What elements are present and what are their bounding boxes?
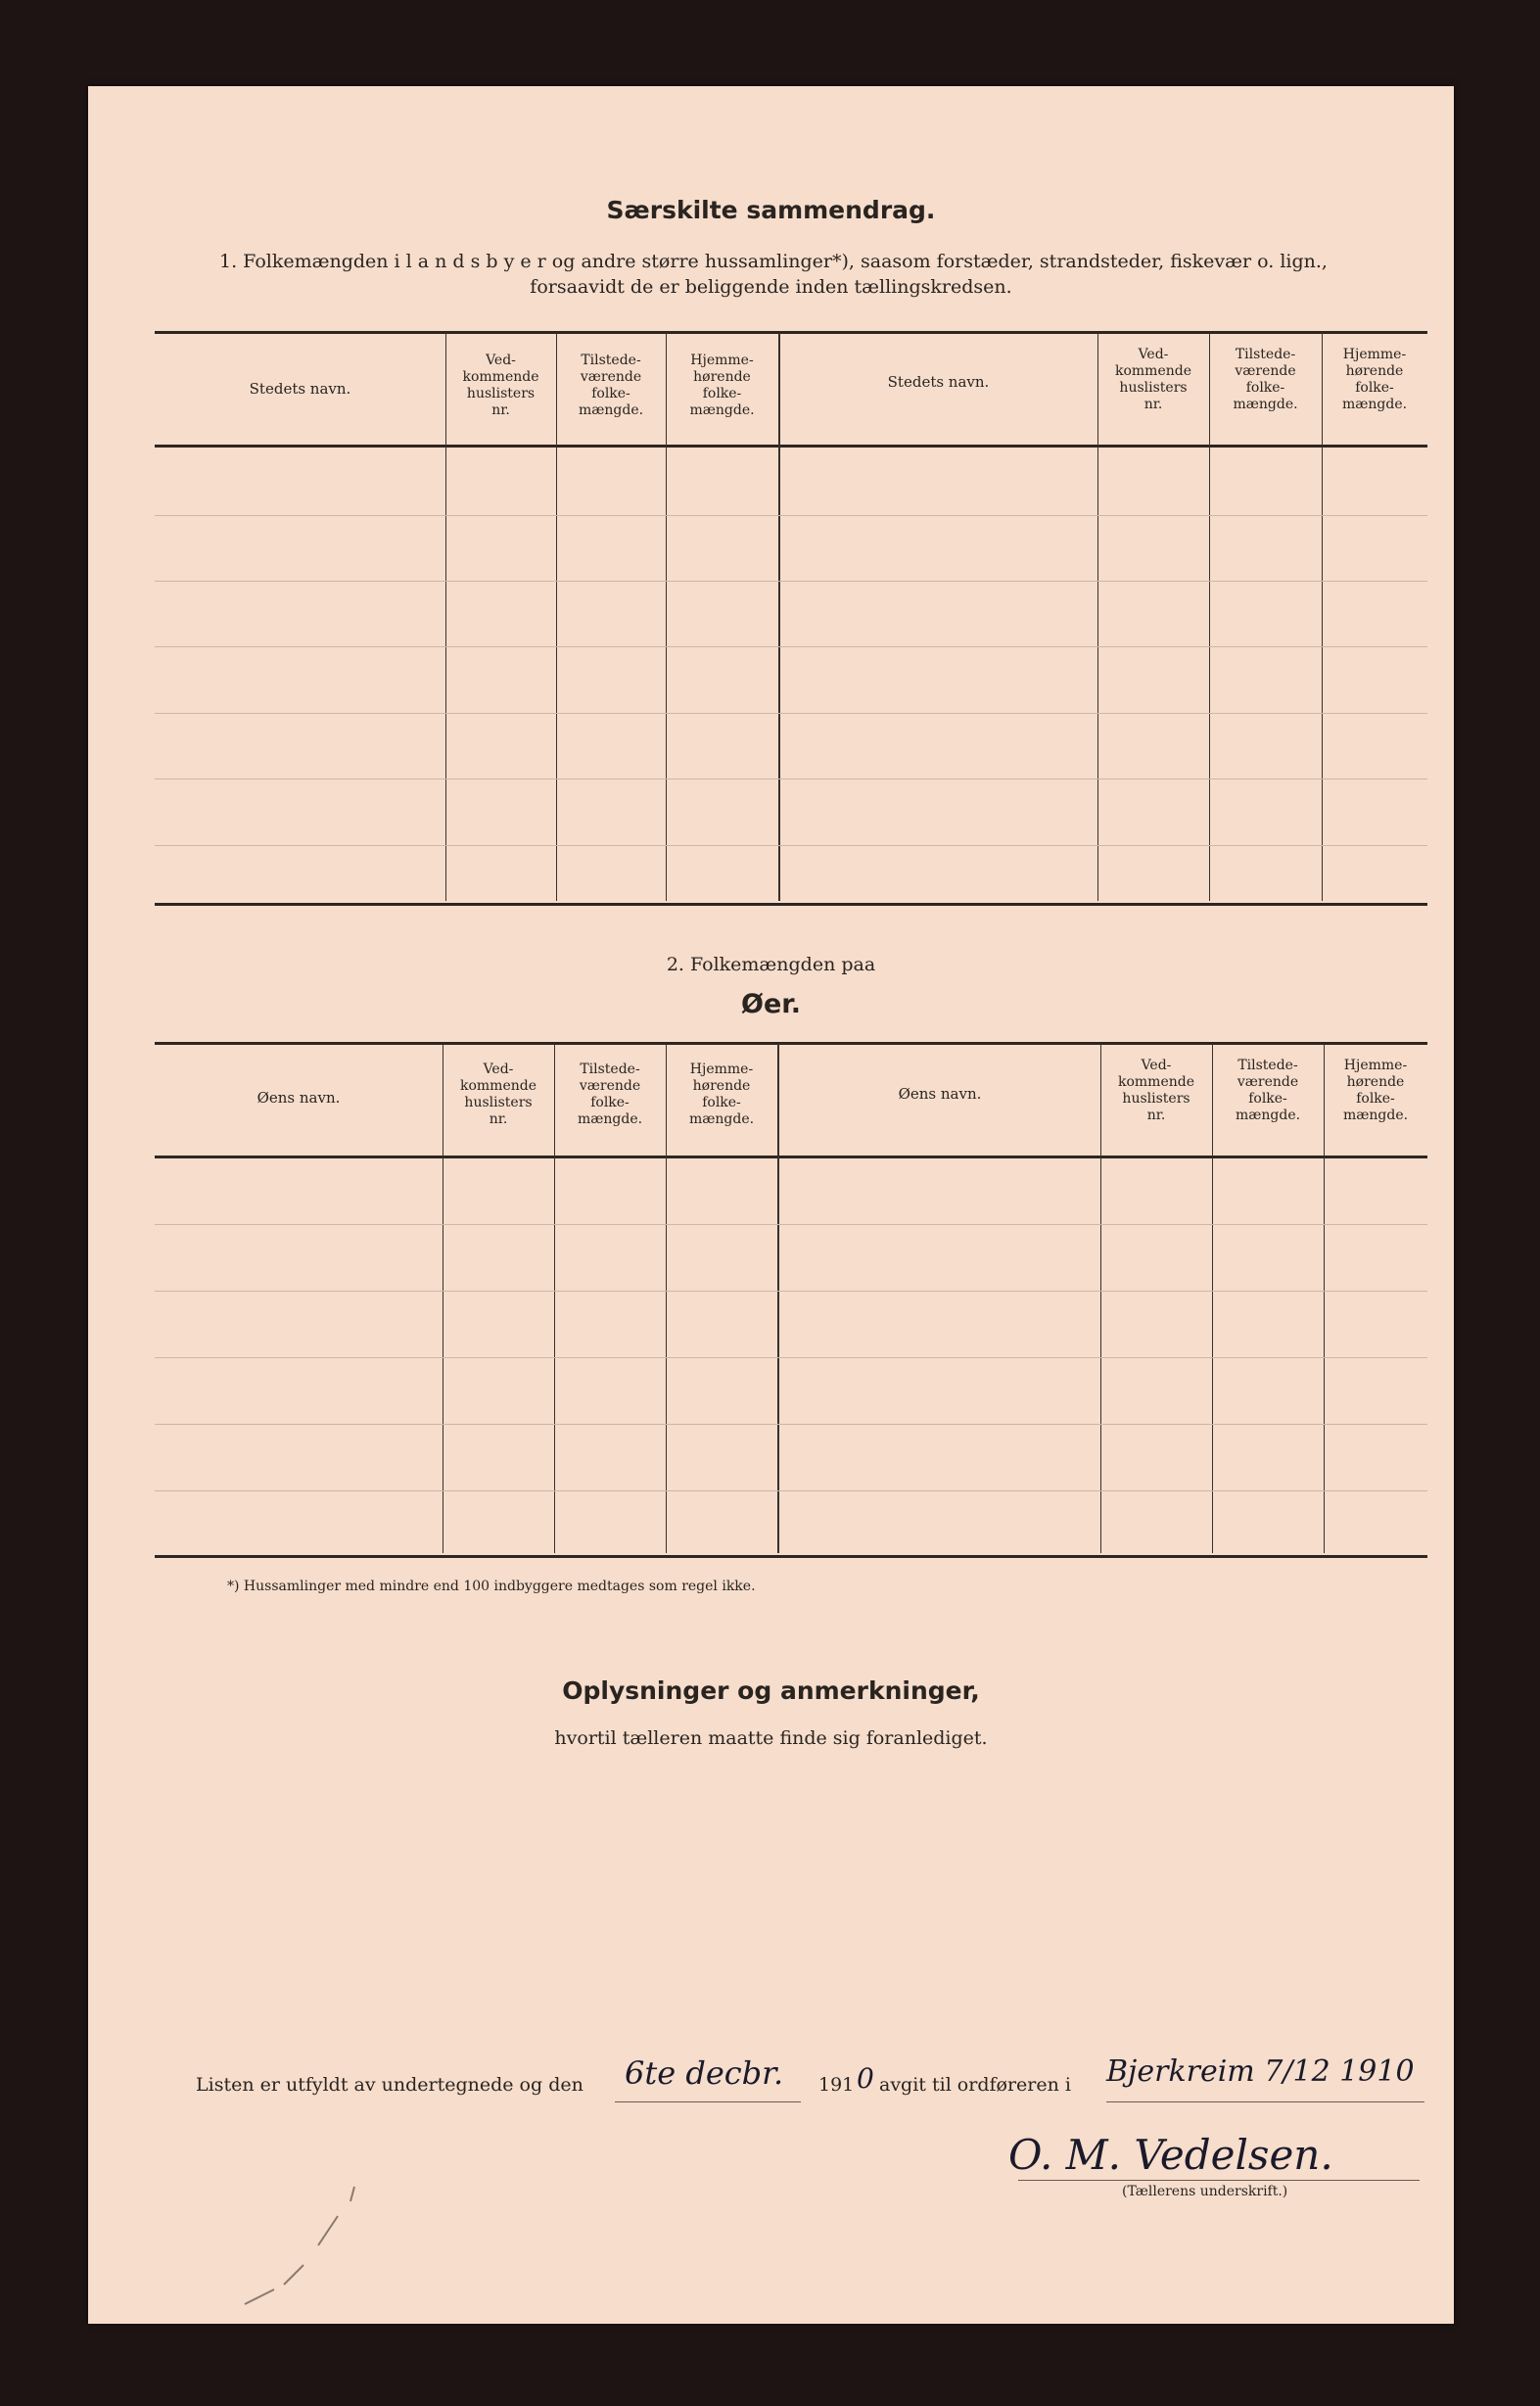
s1-header-ved-left: Ved- kommende huslisters nr.	[462, 353, 539, 418]
s2-header-oens-navn-right: Øens navn.	[898, 1085, 982, 1103]
census-form-page	[88, 86, 1454, 2324]
s2-header-ved-left: Ved- kommende huslisters nr.	[459, 1061, 537, 1127]
footnote: *) Hussamlinger med mindre end 100 indbyggere medtages som regel ikke.	[227, 1579, 756, 1594]
s2-header-hjem-left: Hjemme- hørende folke- mængde.	[688, 1061, 755, 1127]
s1-header-stedets-navn-right: Stedets navn.	[887, 373, 990, 391]
handwritten-date: 6te decbr.	[625, 2054, 784, 2092]
s2-header-til-right: Tilstede- værende folke- mængde.	[1235, 1058, 1301, 1123]
section2-intro: 2. Folkemængden paa	[666, 954, 876, 975]
handwritten-year-digit: 0	[857, 2062, 874, 2095]
year-prefix: 191	[818, 2074, 855, 2096]
page-title: Særskilte sammendrag.	[606, 196, 936, 224]
signature-caption: (Tællerens underskrift.)	[1122, 2184, 1288, 2199]
handwritten-place-date: Bjerkreim 7/12 1910	[1106, 2054, 1415, 2089]
enumerator-signature: O. M. Vedelsen.	[1008, 2131, 1333, 2179]
remarks-subtitle: hvortil tælleren maatte finde sig foranlediget.	[554, 1727, 988, 1749]
s1-header-stedets-navn-left: Stedets navn.	[249, 380, 351, 398]
s1-header-ved-right: Ved- kommende huslisters nr.	[1114, 347, 1191, 412]
s2-header-ved-right: Ved- kommende huslisters nr.	[1117, 1058, 1194, 1123]
s2-header-hjem-right: Hjemme- hørende folke- mængde.	[1342, 1058, 1409, 1123]
s2-header-til-left: Tilstede- værende folke- mængde.	[577, 1061, 643, 1127]
signature-text-part1: Listen er utfyldt av undertegnede og den	[196, 2074, 583, 2096]
section1-intro-line2: forsaavidt de er beliggende inden tællingskredsen.	[530, 276, 1012, 298]
s1-header-hjem-left: Hjemme- hørende folke- mængde.	[689, 353, 755, 418]
section2-title: Øer.	[741, 989, 801, 1019]
signature-text-part2: avgit til ordføreren i	[879, 2074, 1071, 2096]
s1-header-hjem-right: Hjemme- hørende folke- mængde.	[1341, 347, 1408, 412]
s1-header-til-right: Tilstede- værende folke- mængde.	[1233, 347, 1298, 412]
remarks-title: Oplysninger og anmerkninger,	[562, 1676, 980, 1705]
pencil-scribble-icon	[235, 2182, 392, 2309]
s1-header-til-left: Tilstede- værende folke- mængde.	[578, 353, 644, 418]
section1-intro-line1: 1. Folkemængden i l a n d s b y e r og andre større hussamlinger*), saasom forstæder, strandsteder, fiskevær o. lign.,	[219, 251, 1328, 272]
s2-header-oens-navn-left: Øens navn.	[257, 1089, 341, 1107]
